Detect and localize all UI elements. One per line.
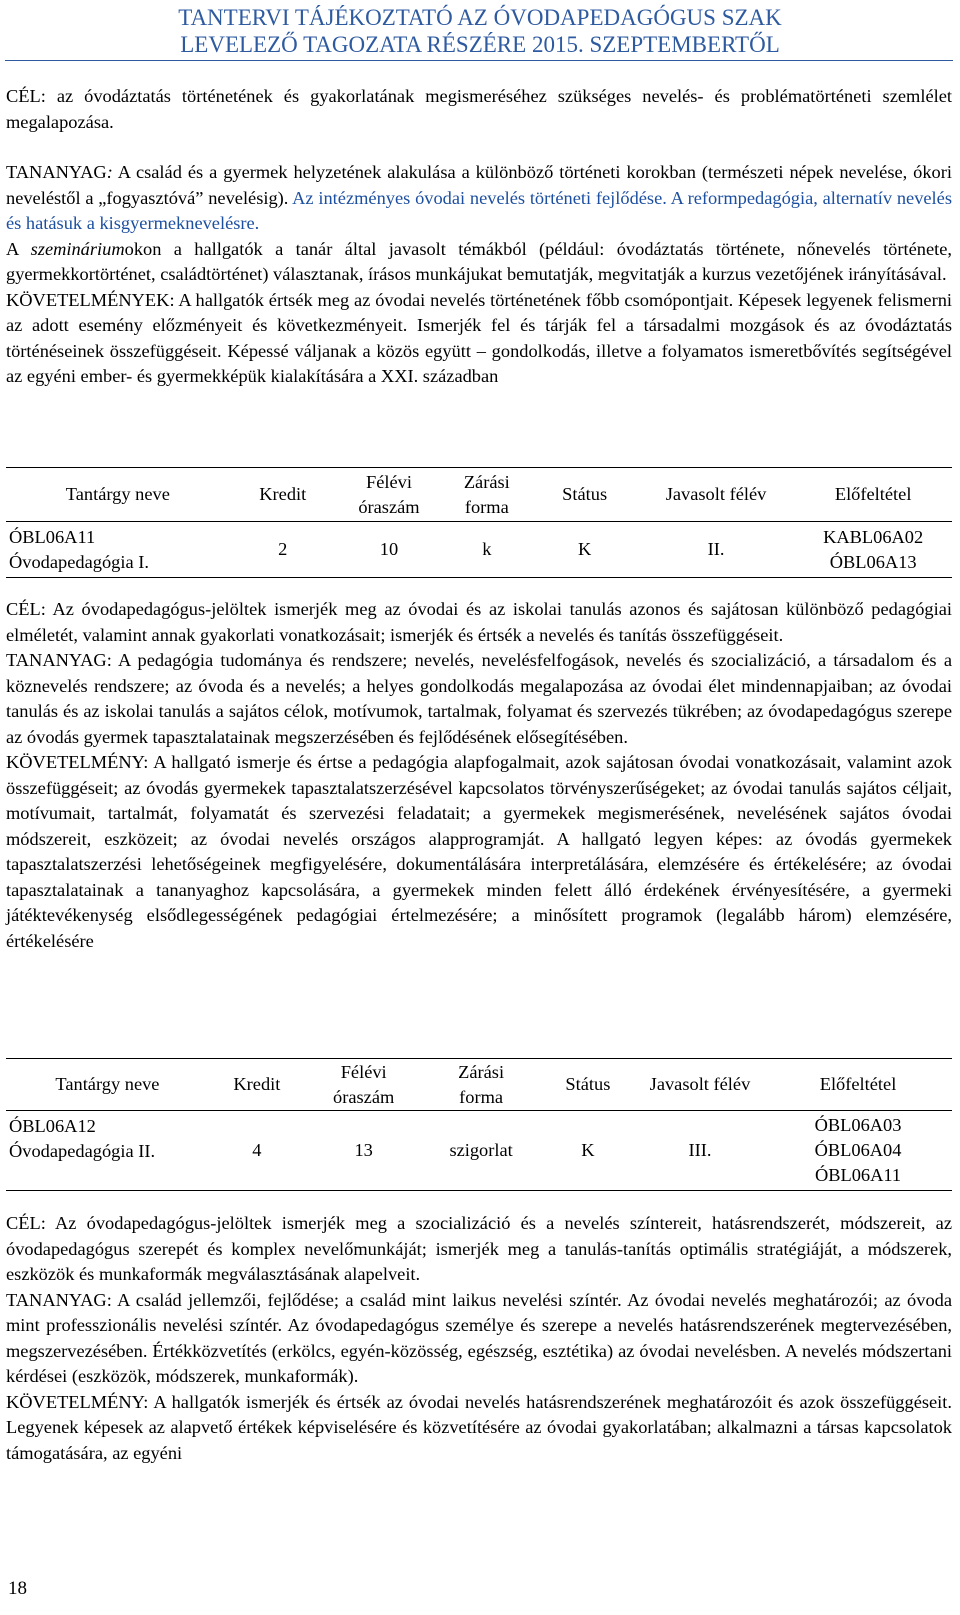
section-1 — [6, 84, 952, 390]
tananyag-colon: : — [106, 162, 113, 182]
zarasi-line1: Zárási — [463, 471, 510, 492]
col-header-javasolt: Javasolt félév — [649, 1074, 751, 1094]
cel-label: CÉL: — [6, 86, 46, 106]
subject-table-2 — [6, 1058, 952, 1191]
table-row — [6, 1111, 952, 1191]
seminar-a: A — [6, 238, 31, 259]
subject-code: ÓBL06A11 — [9, 526, 96, 547]
col-header-zarasi — [422, 1059, 539, 1111]
tananyag-paragraph — [6, 160, 952, 288]
tananyag-text: A pedagógia tudománya és rendszere; nevelés, nevelésfelfogások, nevelés és szocializáció, a társadalom és a köznevelés rendszere; az óvoda és a nevelés; a helyes gondolkodás megalapozása az óvodai élet mindennapjaiban; az óvodai tanulás és az iskolai tanulás a sajátos célok, motívumok, tartalmak, folyamat és szervezés tükrében; az óvodapedagógus szerepe az óvodás gyermek tapasztalatainak megszerzésében és fejlődésének elősegítésében. — [6, 650, 952, 747]
zarasi-line1: Zárási — [458, 1061, 505, 1082]
header-line-1: TANTERVI TÁJÉKOZTATÓ AZ ÓVODAPEDAGÓGUS SZAK — [178, 5, 782, 30]
cel-text: az óvodáztatás történetének és gyakorlatának megismeréséhez szükséges nevelés- és problématörténeti szemlélet megalapozása. — [6, 86, 952, 132]
cel-paragraph — [6, 597, 952, 648]
subject-name-cell — [6, 1111, 209, 1191]
section-2 — [6, 597, 952, 954]
col-header-kredit: Kredit — [259, 484, 307, 504]
cel-label: CÉL: — [6, 1213, 46, 1233]
header-line-2: LEVELEZŐ TAGOZATA RÉSZÉRE 2015. SZEPTEMBERTŐL — [180, 32, 780, 57]
tananyag-label: TANANYAG: — [6, 1289, 112, 1310]
tananyag-label: TANANYAG — [6, 162, 107, 182]
zarasi-line2: forma — [464, 496, 509, 517]
subject-table-1 — [6, 467, 952, 578]
kovetelmeny-label: KÖVETELMÉNY: — [6, 752, 149, 772]
tananyag-paragraph — [6, 648, 952, 750]
felevi-line1: Félévi — [365, 471, 412, 492]
subject-name: Óvodapedagógia II. — [9, 1141, 156, 1161]
cel-paragraph — [6, 1211, 952, 1288]
status-cell: K — [578, 539, 592, 559]
cel-text: Az óvodapedagógus-jelöltek ismerjék meg a szocializáció és a nevelés színtereit, hatásrendszerét, módszereit, az óvodapedagógus szerepét és komplex nevelőmunkáját; ismerjék meg a tanulás-tanítás optimális stratégiáját, a módszerek, eszközök és munkaformák megválasztásának alapelveit. — [6, 1213, 952, 1284]
tananyag-label: TANANYAG: — [6, 650, 112, 670]
kredit-cell: 2 — [278, 539, 288, 559]
subject-name-cell — [6, 522, 230, 578]
kovetelmeny-text: A hallgató ismerje és értse a pedagógia alapfogalmait, azok sajátosan óvodai vonatkozásait, valamint azok összefüggéseit; az óvodás gyermekek tapasztalatszerzésével kapcsolatos törvényszerűségeket; az óvodai tanulás sajátos céljait, motívumait, tartalmát, folyamatát és szervezési feladatait; a gyermekek megismerésének, nevelésének sajátos óvodai módszereit, eszközeit; az óvodai nevelés országos alapprogramját. A hallgató legyen képes: az óvodás gyermekek tapasztalatszerzési lehetőségeinek megfigyelésére, dokumentálására interpretálására, elemzésére és értékelésére; az óvodai tapasztalatainak a tananyaghoz kapcsolására, a gyermekek minden felett álló érdekének érvényesítésére, a gyermeki játéktevékenység elsődlegességének pedagógiai értelmezésére; a minősített programok (legalább három) elemzésére, értékelésére — [6, 752, 952, 951]
col-header-status: Státus — [565, 1074, 611, 1094]
prereq-item: ÓBL06A04 — [814, 1140, 902, 1160]
subject-name: Óvodapedagógia I. — [9, 551, 149, 572]
kovetelmeny-paragraph — [6, 750, 952, 954]
prereq-cell — [794, 522, 952, 578]
table-row — [6, 522, 952, 578]
page-header — [0, 4, 960, 58]
kovetelmenyek-label: KÖVETELMÉNYEK: — [6, 289, 175, 310]
forma-cell: szigorlat — [449, 1140, 513, 1160]
col-header-status: Státus — [562, 484, 608, 504]
prereq-item: KABL06A02 — [823, 526, 924, 547]
seminar-rest: okon a hallgatók a tanár által javasolt témákból (például: óvodáztatás története, nőnevelés története, gyermekkortörténet, családtörténet) választanak, írásos munkájukat bemutatják, megvitatják a kurzus vezetőjének irányításával. — [6, 238, 952, 284]
col-header-name: Tantárgy neve — [65, 484, 170, 504]
page-number: 18 — [8, 1578, 27, 1599]
kredit-cell: 4 — [252, 1140, 262, 1160]
cel-label: CÉL: — [6, 599, 46, 619]
col-header-elofeltetel: Előfeltétel — [834, 484, 912, 504]
kovetelmeny-paragraph — [6, 1390, 952, 1467]
kovetelmeny-text: A hallgatók ismerjék és értsék az óvodai nevelés hatásrendszerének meghatározóit és azok összefüggéseit. Legyenek képesek az alapvető értékek képviselésére és közvetítésére az óvodai gyakorlatában; alkalmazni a társas kapcsolatok támogatására, az egyéni — [6, 1391, 952, 1463]
prereq-cell — [764, 1111, 952, 1191]
status-cell: K — [581, 1140, 595, 1160]
prereq-item: ÓBL06A03 — [814, 1115, 902, 1135]
kovetelmenyek-text: A hallgatók értsék meg az óvodai nevelés történetének főbb csomópontjait. Képesek legyenek felismerni az adott esemény előzményeit és következményeit. Ismerjék fel és tárják fel a társadalmi mozgások és az óvodáztatás történéseinek összefüggéseit. Képessé váljanak a közös együtt – gondolkodás, illetve a folyamatos ismeretbővítés segítségével az egyéni ember- és gyermekképük kialakítására a XXI. században — [6, 289, 952, 386]
subject-code: ÓBL06A12 — [9, 1116, 96, 1136]
zarasi-line2: forma — [459, 1086, 504, 1107]
col-header-kredit: Kredit — [233, 1074, 281, 1094]
prereq-item: ÓBL06A13 — [829, 551, 917, 572]
tananyag-text: A család és a gyermek helyzetének alakulása a különböző történeti korokban (természeti népek nevelése, ókori neveléstől a „fogyasztóvá” nevelésig). — [6, 162, 952, 208]
col-header-elofeltetel: Előfeltétel — [819, 1074, 897, 1094]
tananyag-highlight: Az intézményes óvodai nevelés történeti fejlődése. A reformpedagógia, alternatív nevelés és hatásuk a kisgyermeknevelésre. — [6, 187, 952, 233]
header-rule — [5, 60, 953, 61]
kovetelmenyek-paragraph — [6, 288, 952, 390]
col-header-name: Tantárgy neve — [55, 1074, 160, 1094]
tananyag-paragraph — [6, 1288, 952, 1390]
seminar-italic: szeminárium — [30, 238, 125, 259]
forma-cell: k — [482, 539, 492, 559]
felevi-line1: Félévi — [340, 1061, 387, 1082]
col-header-javasolt: Javasolt félév — [665, 484, 767, 504]
col-header-zarasi — [442, 468, 531, 522]
oraszam-cell: 10 — [379, 539, 399, 559]
felev-cell: III. — [688, 1140, 712, 1160]
oraszam-cell: 13 — [354, 1140, 373, 1160]
prereq-item: ÓBL06A11 — [814, 1165, 902, 1185]
kovetelmeny-label: KÖVETELMÉNY: — [6, 1391, 149, 1412]
col-header-felevi — [305, 1059, 422, 1111]
cel-text: Az óvodapedagógus-jelöltek ismerjék meg az óvodai és az iskolai tanulás azonos és sajátosan különböző pedagógiai elméletét, valamint annak gyakorlati vonatkozásait; ismerjék és értsék a nevelés és tanítás összefüggéseit. — [6, 599, 952, 645]
col-header-felevi — [336, 468, 442, 522]
cel-paragraph — [6, 84, 952, 135]
table-header-row — [6, 1059, 952, 1111]
tananyag-text: A család jellemzői, fejlődése; a család mint laikus nevelési színtér. Az óvodai nevelés meghatározói; az óvoda mint professzionális nevelési színtér. Az óvodapedagógus személye és szerepe a nevelés hatásrendszerének megtervezésében, megszervezésében. Értékközvetítés (erkölcs, egyén-közösség, egészség, esztétika) az óvodai nevelésben. A nevelés módszertani kérdései (eszközök, módszerek, munkaformák). — [6, 1289, 952, 1386]
section-3 — [6, 1211, 952, 1466]
felev-cell: II. — [707, 539, 725, 559]
felevi-line2: óraszám — [358, 496, 420, 517]
table-header-row — [6, 468, 952, 522]
felevi-line2: óraszám — [333, 1086, 395, 1107]
